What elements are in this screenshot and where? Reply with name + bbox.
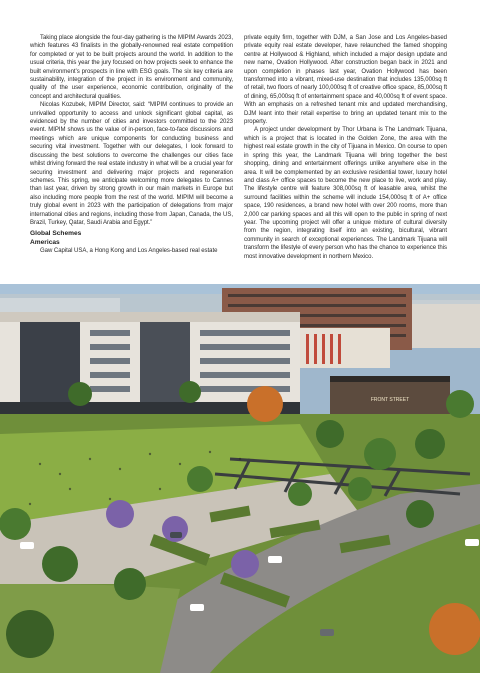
left-column (30, 34, 233, 255)
right-column (244, 34, 447, 261)
section-heading (30, 230, 233, 246)
aerial-rendering-illustration (0, 284, 480, 673)
heading-global-schemes: Global Schemes (30, 230, 82, 238)
storefront-sign: FRONT STREET (370, 397, 410, 403)
striped-building (300, 328, 390, 368)
landmark-tijuana-rendering (0, 284, 480, 673)
paragraph-director-quote: Nicolas Kozubek, MIPIM Director, said: “MIPIM continues to provide an unrivalled opportunity to access and unlock significant global capital, as evidenced by the number of cities and investors committed to the 2023 event. MIPIM shows us the value of in-person, face-to-face discussions and meetings which are unique components for conducting business and securing vital investment. Together with our delegates, I look forward to discussing the best solutions to overcome the challenges our cities face whilst driving forward the real estate industry in what will be a crucial year for securing investment and delivering major projects and regeneration schemes. This spring, we anticipate welcoming more delegates to Cannes than last year, driven by strong growth in our main markets in Europe but also including more people from the rest of the world. MIPIM will become a truly global event in 2023 with the participation of delegations from major international cities and regions, including those from Japan, Canada, the US, Brazil, Turkey, Qatar, Saudi Arabia and Egypt.” (30, 102, 233, 226)
paragraph-landmark-tijuana: A project under development by Thor Urbana is The Landmark Tijuana, which is a project that is located in the Golden Zone, the area with the highest real estate growth in the city of Tijuana in Mexico. On course to open in spring this year, the Landmark Tijuana will bring together the best shopping, dining and entertainment offerings unlike anywhere else in the area. It will be complemented by an exclusive residential tower, luxury hotel and class A+ office spaces to become the new place to live, work and play. The lifestyle centre will feature 308,000sq ft of leasable area, whilst the surround facilities within the scheme will include 154,000sq ft of A+ office space, 190 residences, a brand new hotel with over 200 rooms, more than 2,000 car parking spaces and all this will open to the public in spring of next year. The upcoming project will offer a unique mixture of cultural diversity from the region, integrating itself into an existing, bicultural, vibrant community in search of exceptional experiences. The Landmark Tijuana will transform the lifestyle of every person who has the chance to experience this most innovative development in northern Mexico. (244, 127, 447, 260)
storefront (330, 376, 450, 414)
paragraph-ovation-hollywood: private equity firm, together with DJM, a San Jose and Los Angeles-based private equity real estate developer, have relaunched the famed shopping centre at Hollywood & Highland, which included a major design update and new name, Ovation Hollywood. After construction began back in 2021 and upon completion in phases last year, Ovation Hollywood has been transformed into a vibrant, mixed-use destination that includes 135,000sq ft of retail, two floors of nearly 100,000sq ft of creative office space, 85,000sq ft of dining, 65,000sq ft of entertainment space and 40,000sq ft of event space. With an emphasis on a refreshed tenant mix and updated merchandising, DJM leant into their retail expertise to bring an updated tenant mix to the property. (244, 35, 447, 126)
article-body (30, 34, 450, 280)
paragraph-gaw-capital: Gaw Capital USA, a Hong Kong and Los Angeles-based real estate (40, 247, 218, 254)
heading-americas: Americas (30, 238, 60, 246)
paragraph-mipim-awards: Taking place alongside the four-day gathering is the MIPIM Awards 2023, which features 43 finalists in the globally-renowned real estate competition for completed or yet to be built projects around the world. In addition to the usual criteria, this year the jury focused on how projects seek to enhance the built environment’s prospects in line with ESG goals. The six key criteria are sustainability, integration of the project in its environment and community, quality of the user experience, economic contribution, originality of the concept and architectural qualities. (30, 35, 233, 100)
